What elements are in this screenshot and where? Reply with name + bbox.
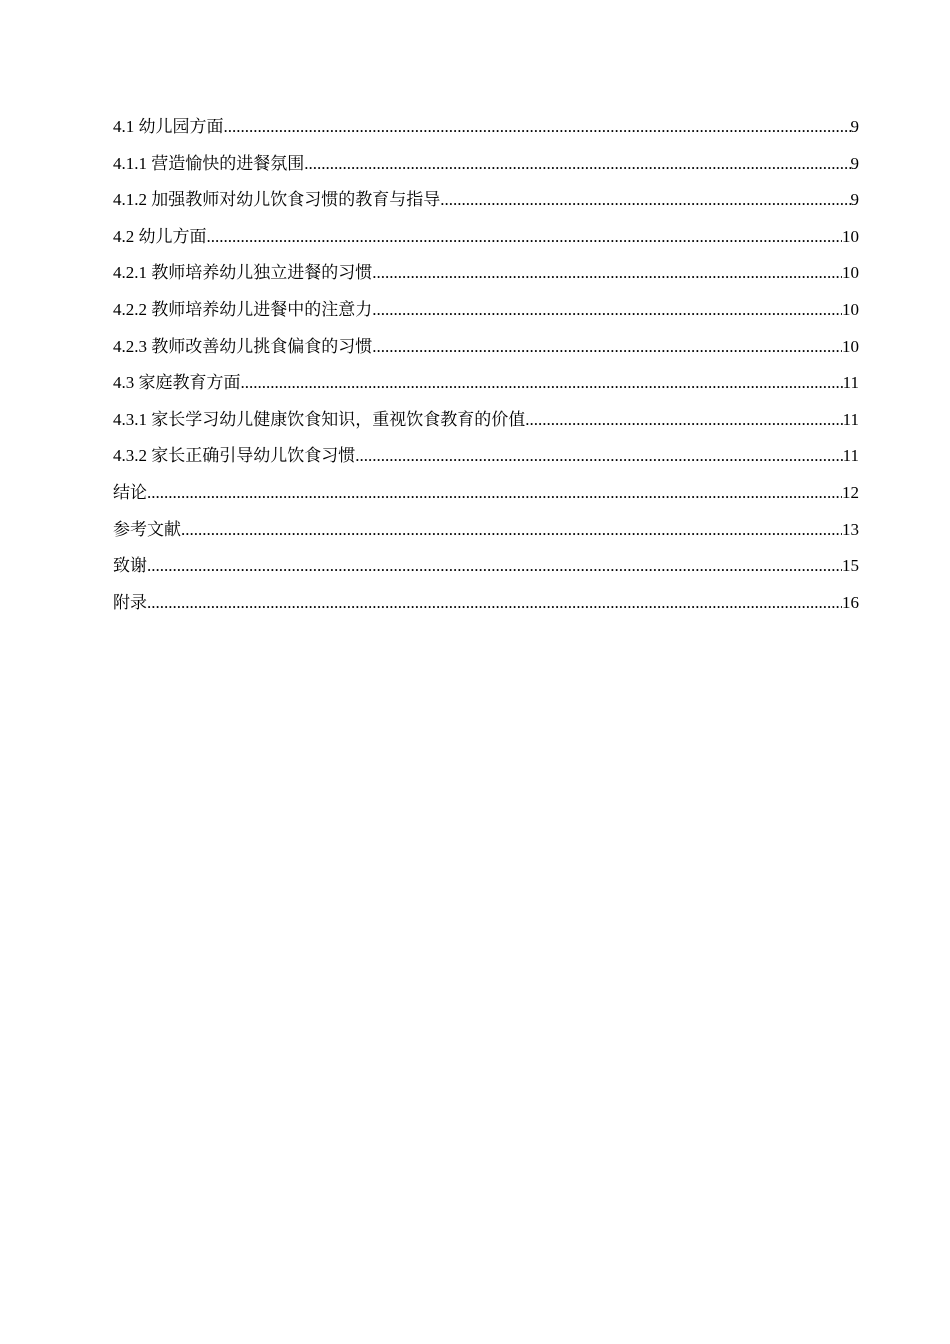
toc-dot-leader [224,113,851,141]
toc-dot-leader [207,223,843,251]
toc-dot-leader [372,259,842,287]
toc-entry[interactable] [113,516,859,553]
toc-entry[interactable] [113,442,859,479]
toc-dot-leader [241,369,843,397]
toc-entry-page: 11 [842,409,859,429]
toc-entry-page: 9 [850,117,859,136]
toc-dot-leader [440,186,850,214]
toc-entry-page: 13 [842,519,859,539]
toc-entry[interactable] [113,296,859,333]
toc-entry-page: 11 [842,446,859,466]
toc-entry-page: 9 [850,190,859,210]
toc-entry-title: 4.3 家庭教育方面 [113,373,241,393]
toc-entry-page: 10 [842,299,859,319]
toc-entry[interactable] [113,479,859,516]
toc-entry-title: 4.1 幼儿园方面 [113,117,224,136]
toc-entry[interactable] [113,150,859,187]
toc-dot-leader [181,516,842,544]
toc-entry-page: 12 [842,482,859,502]
toc-dot-leader [304,150,850,178]
toc-dot-leader [525,406,842,434]
toc-dot-leader [147,589,842,617]
toc-dot-leader [355,442,842,470]
toc-dot-leader [372,296,842,324]
toc-entry-page: 10 [842,263,859,283]
toc-entry-title: 4.2 幼儿方面 [113,226,207,246]
toc-entry-title: 4.1.1 营造愉快的进餐氛围 [113,153,305,173]
toc-entry-page: 16 [842,592,859,612]
toc-entry-page: 15 [842,556,859,576]
toc-entry-title: 4.3.1 家长学习幼儿健康饮食知识，重视饮食教育的价值 [113,409,526,429]
toc-entry[interactable] [113,406,859,443]
toc-entry[interactable] [113,186,859,223]
toc-entry-title: 4.1.2 加强教师对幼儿饮食习惯的教育与指导 [113,190,441,210]
toc-entry-title: 致谢 [113,556,147,576]
toc-entry[interactable] [113,113,859,150]
toc-dot-leader [147,479,842,507]
toc-entry-title: 4.3.2 家长正确引导幼儿饮食习惯 [113,446,356,466]
toc-entry[interactable] [113,589,859,626]
toc-entry-title: 附录 [113,592,147,612]
toc-entry[interactable] [113,369,859,406]
toc-entry[interactable] [113,333,859,370]
toc-dot-leader [147,552,842,580]
toc-entry-page: 10 [842,226,859,246]
toc-entry-title: 4.2.2 教师培养幼儿进餐中的注意力 [113,299,373,319]
toc-entry-page: 10 [842,336,859,356]
toc-entry-title: 参考文献 [113,519,181,539]
toc-entry[interactable] [113,223,859,260]
toc-entry-page: 9 [850,153,859,173]
toc-entry[interactable] [113,552,859,589]
table-of-contents [113,113,859,625]
toc-entry[interactable] [113,259,859,296]
toc-entry-title: 结论 [113,482,147,502]
toc-entry-title: 4.2.3 教师改善幼儿挑食偏食的习惯 [113,336,373,356]
toc-entry-page: 11 [842,373,859,393]
toc-dot-leader [372,333,842,361]
toc-entry-title: 4.2.1 教师培养幼儿独立进餐的习惯 [113,263,373,283]
